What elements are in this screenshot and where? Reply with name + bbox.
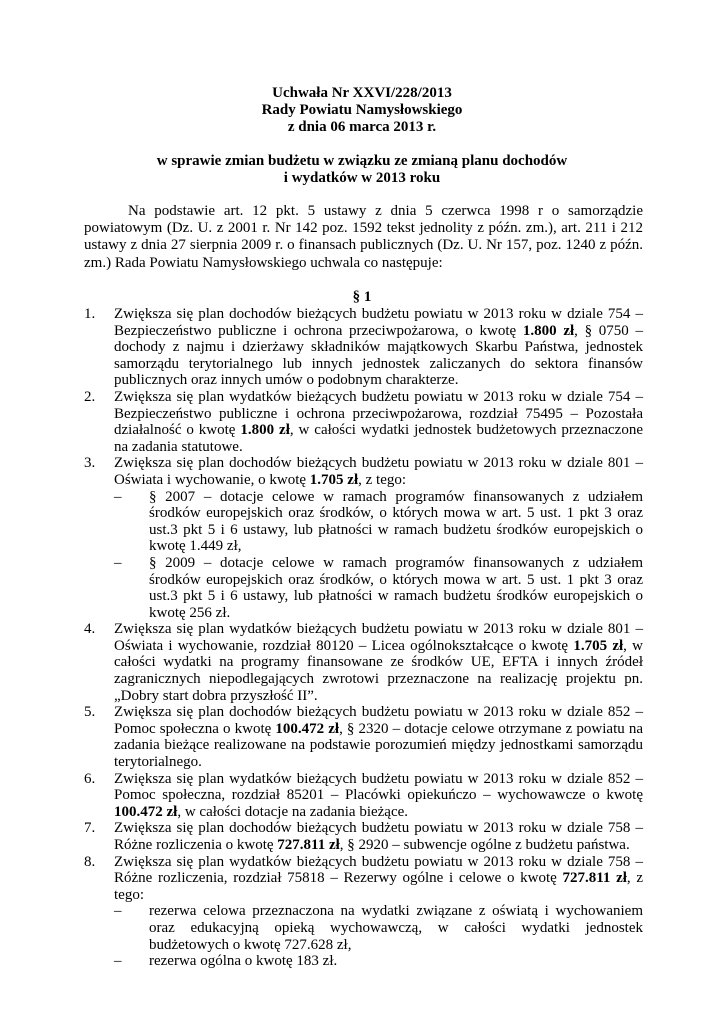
dash-bullet-icon: – bbox=[114, 488, 122, 505]
provision-text-part: , w całości wydatki na programy finansowane ze środków UE, EFTA i innych źródeł zagranicznych niepodlegających zwrotowi przeznaczone na realizację projektu pn. „Dobry start dobra przyszłość II”. bbox=[114, 637, 643, 704]
provision-text bbox=[114, 621, 643, 704]
provision-text-part: Zwiększa się plan wydatków bieżących budżetu powiatu w 2013 roku w dziale 758 – Różne rozliczenia, rozdział 75818 – Rezerwy ogólne i celowe o kwotę bbox=[114, 853, 643, 887]
legal-basis-paragraph: Na podstawie art. 12 pkt. 5 ustawy z dnia 5 czerwca 1998 r o samorządzie powiatowym (Dz. U. z 2001 r. Nr 142 poz. 1592 tekst jednolity z późn. zm.), art. 211 i 212 ustawy z dnia 27 sierpnia 2009 r. o finansach publicznych (Dz. U. Nr 157, poz. 1240 z późn. zm.) Rada Powiatu Namysłowskiego uchwala co następuje: bbox=[84, 203, 643, 271]
subitem-text: § 2009 – dotacje celowe w ramach programów finansowanych z udziałem środków europejskich oraz środków, o których mowa w art. 5 ust. 1 pkt 3 oraz ust.3 pkt 5 i 6 ustawy, lub płatności w ramach budżetu środków europejskich o kwotę 256 zł. bbox=[149, 554, 643, 621]
provision-text bbox=[114, 389, 643, 455]
provision-number: 4. bbox=[84, 621, 96, 638]
provision-item bbox=[84, 621, 643, 704]
provision-text bbox=[114, 306, 643, 389]
provision-amount: 1.800 zł bbox=[240, 422, 290, 439]
provision-amount: 1.705 zł bbox=[573, 637, 624, 654]
section-heading: § 1 bbox=[352, 289, 372, 305]
provision-item bbox=[84, 704, 643, 770]
provision-amount: 1.705 zł bbox=[309, 471, 359, 488]
resolution-header bbox=[0, 85, 724, 136]
provision-text bbox=[114, 820, 643, 853]
provision-text-part: , w całości dotacje na zadania bieżące. bbox=[177, 803, 409, 820]
provision-text-part: Zwiększa się plan wydatków bieżących budżetu powiatu w 2013 roku w dziale 754 – Bezpieczeństwo publiczne i ochrona przeciwpożarowa, rozdział 75495 – Pozostała działalność o kwotę bbox=[114, 388, 643, 439]
provision-text bbox=[114, 771, 643, 821]
subject-line-2: i wydatków w 2013 roku bbox=[283, 170, 441, 186]
council-name: Rady Powiatu Namysłowskiego bbox=[261, 102, 463, 118]
subitem-text: § 2007 – dotacje celowe w ramach programów finansowanych z udziałem środków europejskich oraz środków, o których mowa w art. 5 ust. 1 pkt 3 oraz ust.3 pkt 5 i 6 ustawy, lub płatności w ramach budżetu środków europejskich o kwotę 1.449 zł, bbox=[149, 488, 643, 555]
provision-subitem bbox=[114, 489, 643, 555]
resolution-number: Uchwała Nr XXVI/228/2013 bbox=[272, 85, 452, 101]
provision-subitem bbox=[114, 903, 643, 953]
provision-text-part: , § 2320 – dotacje celowe otrzymane z powiatu na zadania bieżące realizowane na podstawie porozumień między jednostkami samorządu terytorialnego. bbox=[114, 720, 643, 771]
dash-bullet-icon: – bbox=[114, 903, 122, 920]
provision-number: 5. bbox=[84, 704, 96, 721]
provision-number: 8. bbox=[84, 853, 96, 870]
provision-number: 3. bbox=[84, 455, 96, 472]
provision-number: 7. bbox=[84, 820, 96, 837]
provision-amount: 100.472 zł bbox=[114, 803, 178, 820]
resolution-date: z dnia 06 marca 2013 r. bbox=[287, 119, 437, 135]
provision-text-part: , § 0750 – dochody z najmu i dzierżawy składników majątkowych Skarbu Państwa, jednostek samorządu terytorialnego lub innych jednostek zaliczanych do sektora finansów publicznych oraz innych umów o podobnym charakterze. bbox=[114, 322, 644, 389]
provisions-list bbox=[84, 306, 643, 970]
subject-line-1: w sprawie zmian budżetu w związku ze zmianą planu dochodów bbox=[156, 153, 568, 169]
provision-amount: 1.800 zł bbox=[522, 322, 575, 339]
provision-text-part: Zwiększa się plan wydatków bieżących budżetu powiatu w 2013 roku w dziale 801 – Oświata i wychowanie, rozdział 80120 – Licea ogólnokształcące o kwotę bbox=[114, 621, 643, 654]
provision-text-part: , z tego: bbox=[114, 870, 643, 903]
provision-text-part: Zwiększa się plan dochodów bieżących budżetu powiatu w 2013 roku w dziale 754 – Bezpieczeństwo publiczne i ochrona przeciwpożarowa, o kwotę bbox=[114, 306, 643, 339]
provision-text-part: Zwiększa się plan dochodów bieżących budżetu powiatu w 2013 roku w dziale 801 – Oświata i wychowanie, o kwotę bbox=[114, 455, 643, 488]
dash-bullet-icon: – bbox=[114, 554, 122, 571]
provision-amount: 727.811 zł bbox=[277, 837, 340, 853]
provision-text bbox=[114, 455, 643, 488]
subitem-text: rezerwa ogólna o kwotę 183 zł. bbox=[149, 953, 338, 970]
provision-item bbox=[84, 771, 643, 821]
provision-subitem bbox=[114, 555, 643, 621]
provision-number: 2. bbox=[84, 388, 96, 405]
provision-text bbox=[114, 704, 643, 770]
provision-text-part: Zwiększa się plan dochodów bieżących budżetu powiatu w 2013 roku w dziale 758 – Różne rozliczenia o kwotę bbox=[114, 820, 643, 853]
provision-amount: 727.811 zł bbox=[562, 870, 627, 887]
provision-item bbox=[84, 820, 643, 853]
subitem-text: rezerwa celowa przeznaczona na wydatki związane z oświatą i wychowaniem oraz edukacyjną opieką wychowawczą, w całości wydatki jednostek budżetowych o kwotę 727.628 zł, bbox=[149, 903, 643, 953]
provision-text-part: , § 2920 – subwencje ogólne z budżetu państwa. bbox=[339, 837, 630, 853]
provision-text-part: Zwiększa się plan dochodów bieżących budżetu powiatu w 2013 roku w dziale 852 – Pomoc społeczna o kwotę bbox=[114, 704, 643, 737]
provision-text-part: , w całości wydatki jednostek budżetowych przeznaczone na zadania statutowe. bbox=[114, 422, 643, 455]
provision-subitem bbox=[114, 953, 643, 970]
provision-number: 1. bbox=[84, 306, 96, 322]
provision-item bbox=[84, 306, 643, 389]
resolution-subject bbox=[0, 153, 724, 187]
provision-number: 6. bbox=[84, 770, 96, 787]
dash-bullet-icon: – bbox=[114, 953, 122, 970]
provision-item bbox=[84, 389, 643, 455]
provision-sublist bbox=[114, 903, 643, 969]
provision-sublist bbox=[114, 489, 643, 622]
provision-item bbox=[84, 455, 643, 621]
provision-text bbox=[114, 854, 643, 904]
provision-amount: 100.472 zł bbox=[275, 720, 340, 737]
provision-text-part: Zwiększa się plan wydatków bieżących budżetu powiatu w 2013 roku w dziale 852 – Pomoc społeczna, rozdział 85201 – Placówki opiekuńczo – wychowawcze o kwotę bbox=[114, 770, 643, 804]
provision-item bbox=[84, 854, 643, 970]
provision-text-part: , z tego: bbox=[358, 471, 407, 488]
